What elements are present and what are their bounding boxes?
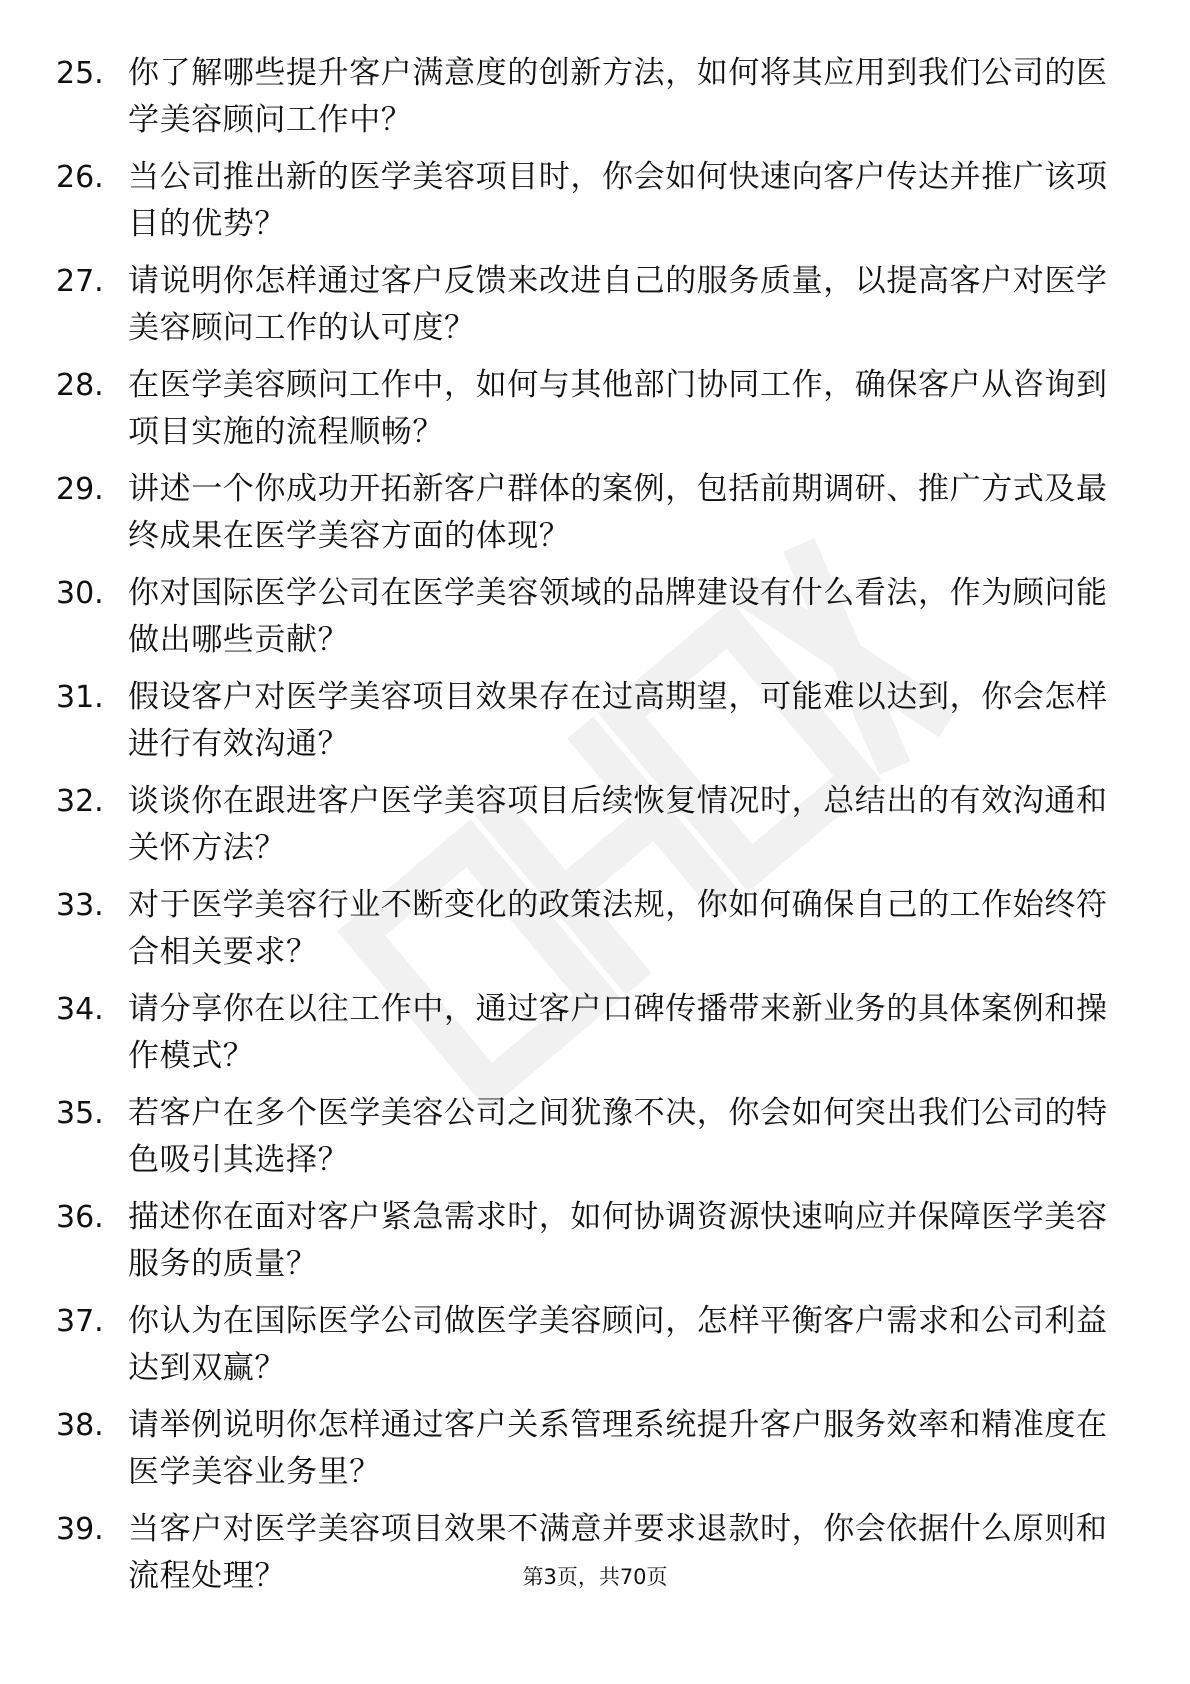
page-number-footer: 第3页，共70页	[522, 1565, 668, 1589]
question-number: 28.	[56, 368, 104, 403]
list-item	[56, 1402, 1116, 1506]
list-item	[56, 1194, 1116, 1298]
question-number: 34.	[56, 992, 104, 1027]
list-item	[56, 466, 1116, 570]
list-item	[56, 1090, 1116, 1194]
question-text: 当客户对医学美容项目效果不满意并要求退款时，你会依据什么原则和流程处理？	[128, 1511, 1108, 1594]
list-item	[56, 362, 1116, 466]
question-number: 29.	[56, 472, 104, 507]
question-number: 38.	[56, 1408, 104, 1443]
question-number: 26.	[56, 160, 104, 195]
question-text: 请举例说明你怎样通过客户关系管理系统提升客户服务效率和精准度在医学美容业务里？	[128, 1407, 1108, 1490]
question-number: 33.	[56, 888, 104, 923]
question-text: 若客户在多个医学美容公司之间犹豫不决，你会如何突出我们公司的特色吸引其选择？	[128, 1095, 1108, 1178]
question-text: 请分享你在以往工作中，通过客户口碑传播带来新业务的具体案例和操作模式？	[128, 991, 1108, 1074]
question-text: 当公司推出新的医学美容项目时，你会如何快速向客户传达并推广该项目的优势？	[128, 159, 1108, 242]
list-item	[56, 778, 1116, 882]
question-number: 35.	[56, 1096, 104, 1131]
question-number: 39.	[56, 1512, 104, 1547]
list-item	[56, 50, 1116, 154]
question-text: 你对国际医学公司在医学美容领域的品牌建设有什么看法，作为顾问能做出哪些贡献？	[128, 575, 1108, 658]
question-number: 37.	[56, 1304, 104, 1339]
list-item	[56, 674, 1116, 778]
question-number: 25.	[56, 56, 104, 91]
question-number: 36.	[56, 1200, 104, 1235]
question-text: 在医学美容顾问工作中，如何与其他部门协同工作，确保客户从咨询到项目实施的流程顺畅？	[128, 367, 1108, 450]
list-item	[56, 258, 1116, 362]
question-list	[56, 50, 1116, 1610]
list-item	[56, 882, 1116, 986]
question-text: 讲述一个你成功开拓新客户群体的案例，包括前期调研、推广方式及最终成果在医学美容方面的体现？	[128, 471, 1108, 554]
question-text: 你认为在国际医学公司做医学美容顾问，怎样平衡客户需求和公司利益达到双赢？	[128, 1303, 1108, 1386]
question-text: 对于医学美容行业不断变化的政策法规，你如何确保自己的工作始终符合相关要求？	[128, 887, 1108, 970]
list-item	[56, 1298, 1116, 1402]
question-number: 31.	[56, 680, 104, 715]
question-text: 你了解哪些提升客户满意度的创新方法，如何将其应用到我们公司的医学美容顾问工作中？	[128, 55, 1108, 138]
list-item	[56, 1506, 1116, 1610]
question-text: 请说明你怎样通过客户反馈来改进自己的服务质量，以提高客户对医学美容顾问工作的认可度？	[128, 263, 1108, 346]
question-number: 32.	[56, 784, 104, 819]
question-number: 30.	[56, 576, 104, 611]
question-text: 假设客户对医学美容项目效果存在过高期望，可能难以达到，你会怎样进行有效沟通？	[128, 679, 1108, 762]
list-item	[56, 986, 1116, 1090]
list-item	[56, 570, 1116, 674]
question-text: 谈谈你在跟进客户医学美容项目后续恢复情况时，总结出的有效沟通和关怀方法？	[128, 783, 1108, 866]
question-number: 27.	[56, 264, 104, 299]
question-text: 描述你在面对客户紧急需求时，如何协调资源快速响应并保障医学美容服务的质量？	[128, 1199, 1108, 1282]
list-item	[56, 154, 1116, 258]
